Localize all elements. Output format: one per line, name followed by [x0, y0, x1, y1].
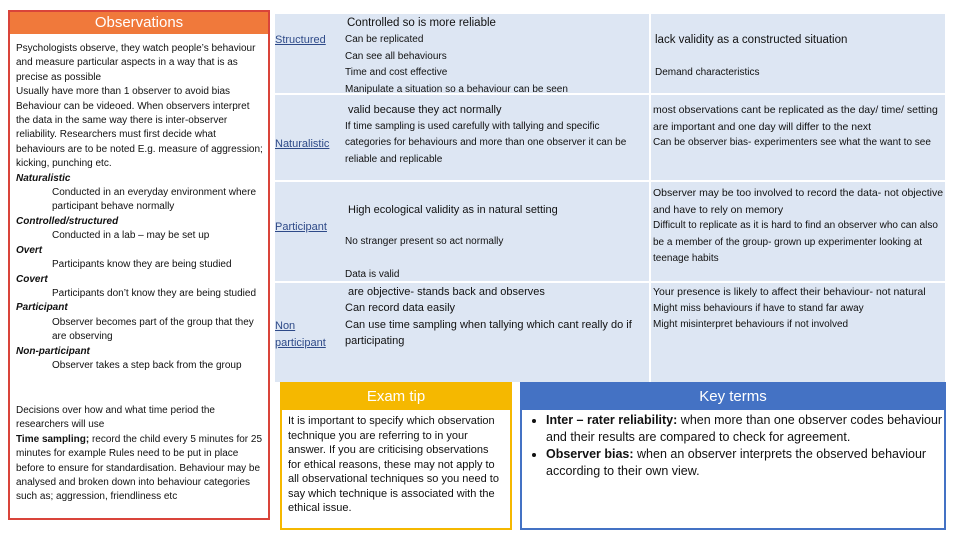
observations-title: Observations: [10, 12, 268, 34]
type-term: Overt: [16, 244, 43, 256]
participant-strengths: [345, 202, 643, 250]
time-sampling-desc: record the child every 5 minutes for 25 minutes for example Rules need to be put in place before to ensure for standardisation. Behaviour may be analysed and broken down into behaviour categories such as; aggression, friendliness etc: [16, 433, 263, 503]
weakness-item: Your presence is likely to affect their behaviour- not natural: [653, 286, 926, 298]
type-desc: Participants know they are being studied: [52, 259, 232, 271]
exam-tip-title: Exam tip: [282, 384, 510, 410]
strength-header: Controlled so is more reliable: [347, 17, 496, 29]
time-sampling-text: [16, 433, 264, 505]
observations-intro: Psychologists observe, they watch people’s behaviour and measure particular aspects in a way that is as precise as possible: [16, 43, 256, 83]
key-term-item: [546, 412, 948, 445]
key-term-desc: when more than one observer codes behaviour and their results are compared to check for agreement.: [546, 413, 943, 444]
key-term-desc: when an observer interprets the observed behaviour according to their own view.: [546, 447, 927, 478]
time-sampling-section: [16, 404, 264, 505]
comparison-table: [275, 14, 945, 382]
type-desc: Observer becomes part of the group that they are observing: [52, 316, 254, 343]
naturalistic-weaknesses: [653, 102, 945, 152]
weakness-item: Difficult to replicate as it is hard to find an observer who can also be a member of the group- grown up experimenter looking at teenage habits: [653, 220, 938, 264]
type-term: Covert: [16, 273, 48, 285]
strength-item: Can record data easily: [345, 302, 456, 314]
exam-tip-text: It is important to specify which observation technique you are referring to in your answer. If you are criticising observations for ethical reasons, these may not apply to all observational techniques so you need to say which technique is associated with the ethical issue.: [288, 415, 499, 514]
key-terms-list: [530, 412, 948, 480]
row-label-naturalistic: Naturalistic: [275, 138, 330, 150]
strength-item: If time sampling is used carefully with tallying and specific categories for behaviours and more than one observer it can be reliable and replicable: [345, 120, 627, 165]
weakness-item: lack validity as a constructed situation: [655, 34, 848, 46]
key-term: Observer bias:: [546, 447, 634, 461]
type-term: Controlled/structured: [16, 215, 119, 227]
type-desc: Observer takes a step back from the group: [52, 359, 242, 371]
row-divider: [275, 180, 945, 182]
naturalistic-strengths: [345, 102, 643, 168]
weakness-item: Might misinterpret behaviours if not involved: [653, 319, 849, 330]
type-desc: Conducted in a lab – may be set up: [52, 230, 210, 242]
structured-strengths: [345, 32, 643, 98]
non-participant-strengths: [345, 267, 643, 350]
strength-item: Can see all behaviours: [345, 50, 447, 62]
observations-body: [16, 42, 264, 373]
observations-panel: [8, 10, 270, 520]
key-term-item: [546, 446, 948, 479]
non-participant-weaknesses: [653, 284, 945, 334]
weakness-item: Demand characteristics: [655, 66, 760, 78]
row-label-non-participant: Non participant: [275, 320, 326, 349]
observations-line-2: Usually have more than 1 observer to avoid bias: [16, 86, 231, 98]
strength-item: Time and cost effective: [345, 67, 448, 78]
strength-item: Data is valid: [345, 269, 400, 280]
strength-item: are objective- stands back and observes: [348, 285, 545, 298]
type-desc: Conducted in an everyday environment where participant behave normally: [52, 187, 257, 213]
weakness-item: most observations cant be replicated as the day/ time/ setting are important and one day will differ to the next: [653, 104, 938, 133]
observations-line-3: Behaviour can be videoed. When observers interpret the data in the same way there is inter-observer reliability. Researchers must first decide what behaviours are to be noted E.g. measure of aggression; kicking, punching etc.: [16, 100, 263, 170]
column-divider: [649, 14, 651, 382]
type-desc: Participants don’t know they are being studied: [52, 287, 257, 299]
exam-tip-box: [280, 382, 512, 530]
strength-item: Can use time sampling when tallying which cant really do if participating: [345, 318, 632, 347]
strength-item: No stranger present so act normally: [345, 235, 504, 247]
strength-item: valid because they act normally: [348, 104, 502, 116]
strength-item: Manipulate a situation so a behaviour can be seen: [345, 83, 568, 95]
weakness-item: Observer may be too involved to record the data- not objective and have to rely on memory: [653, 187, 944, 216]
participant-weaknesses: [653, 185, 945, 268]
strength-item: High ecological validity as in natural setting: [348, 204, 558, 216]
type-term: Participant: [16, 302, 68, 314]
key-terms-box: [520, 382, 946, 530]
row-label-structured: Structured: [275, 34, 326, 46]
strength-item: Can be replicated: [345, 34, 424, 45]
structured-weaknesses: [655, 32, 943, 81]
weakness-item: Can be observer bias- experimenters see what the want to see: [653, 137, 931, 148]
key-term: Inter – rater reliability:: [546, 413, 678, 427]
row-label-participant: Participant: [275, 221, 327, 233]
decisions-text: Decisions over how and what time period the researchers will use: [16, 405, 215, 431]
weakness-item: Might miss behaviours if have to stand far away: [653, 302, 864, 314]
type-term: Non-participant: [16, 345, 90, 357]
type-term: Naturalistic: [16, 172, 71, 184]
time-sampling-term: Time sampling;: [16, 433, 90, 445]
key-terms-title: Key terms: [522, 384, 944, 410]
